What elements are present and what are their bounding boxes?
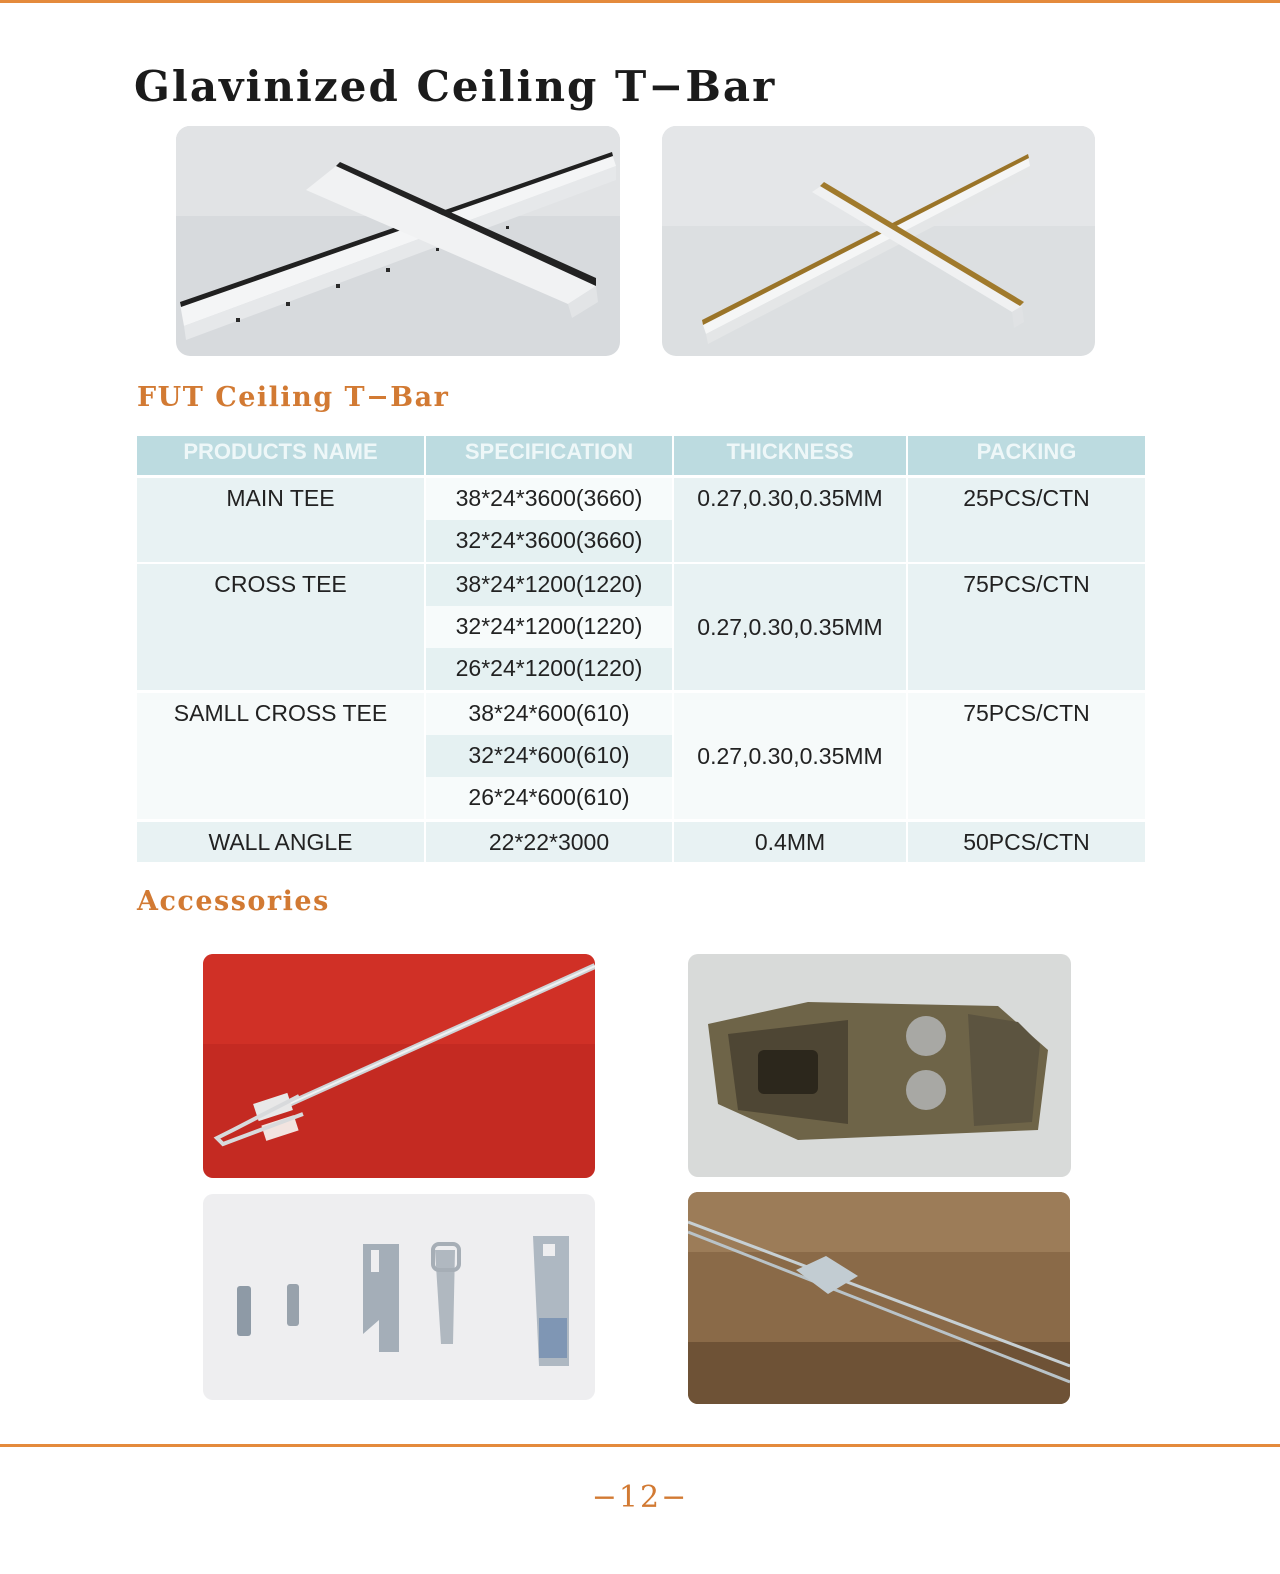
header-specification: SPECIFICATION (426, 436, 674, 475)
table-row-wall-angle (137, 819, 1145, 862)
spec-list (426, 564, 674, 690)
spec-value: 38*24*3600(3660) (426, 478, 672, 520)
hanger-rod-photo (203, 954, 595, 1178)
thickness-value: 0.4MM (674, 822, 908, 862)
table-row-cross-tee (137, 561, 1145, 690)
table-row-small-cross-tee (137, 690, 1145, 819)
spec-value: 38*24*600(610) (426, 693, 672, 735)
wire-hanger-photo (688, 1192, 1070, 1404)
product-name: WALL ANGLE (137, 822, 426, 862)
spec-value: 38*24*1200(1220) (426, 564, 672, 606)
packing-value: 50PCS/CTN (908, 822, 1145, 862)
tbar-gold-photo (662, 126, 1095, 356)
section-title-tbar: FUT Ceiling T−Bar (137, 382, 450, 413)
spec-list (426, 478, 674, 562)
spec-table (137, 436, 1145, 862)
product-name: MAIN TEE (137, 478, 426, 562)
spec-value: 32*24*1200(1220) (426, 606, 672, 648)
packing-value: 75PCS/CTN (908, 564, 1145, 690)
table-header-row (137, 436, 1145, 475)
thickness-value: 0.27,0.30,0.35MM (674, 478, 908, 562)
top-rule (0, 0, 1280, 3)
bottom-rule (0, 1444, 1280, 1447)
spec-value: 26*24*600(610) (426, 777, 672, 819)
page-number: −12− (591, 1480, 689, 1515)
table-row-main-tee (137, 475, 1145, 561)
header-thickness: THICKNESS (674, 436, 908, 475)
spec-value: 26*24*1200(1220) (426, 648, 672, 690)
spec-value: 32*24*3600(3660) (426, 520, 672, 562)
header-packing: PACKING (976, 439, 1077, 464)
packing-value: 75PCS/CTN (908, 693, 1145, 819)
spec-value: 22*22*3000 (426, 822, 674, 862)
product-name: CROSS TEE (137, 564, 426, 690)
product-name: SAMLL CROSS TEE (137, 693, 426, 819)
page-title: Glavinized Ceiling T−Bar (134, 62, 777, 111)
anchors-photo (203, 1194, 595, 1400)
spec-value: 32*24*600(610) (426, 735, 672, 777)
section-title-accessories: Accessories (137, 886, 330, 917)
packing-value: 25PCS/CTN (908, 478, 1145, 562)
hanger-clip-photo (688, 954, 1071, 1177)
thickness-value: 0.27,0.30,0.35MM (674, 564, 908, 690)
thickness-value: 0.27,0.30,0.35MM (674, 693, 908, 819)
header-products-name: PRODUCTS NAME (137, 436, 426, 475)
tbar-black-photo (176, 126, 620, 356)
spec-list (426, 693, 674, 819)
